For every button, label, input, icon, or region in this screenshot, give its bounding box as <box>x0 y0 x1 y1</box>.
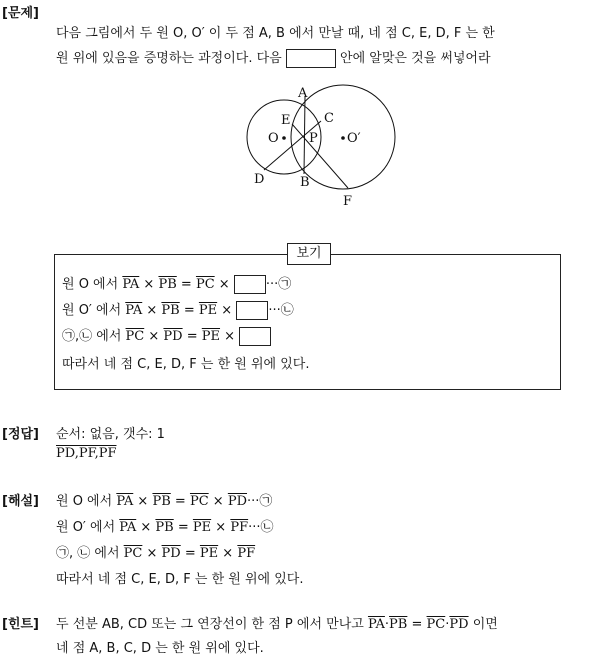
label-e: E <box>281 113 291 128</box>
hint-line-1-text: 두 선분 AB, CD 또는 그 연장선이 한 점 P 에서 만나고 <box>56 617 364 632</box>
seg-pc: $\overline{PC}$ <box>426 617 446 632</box>
equals-sign: = <box>184 546 196 561</box>
seg-pb: $\overline{PB}$ <box>389 617 408 632</box>
bogi-line-2 <box>62 299 294 320</box>
seg-pc: $\overline{PC}$ <box>123 546 143 561</box>
answer-value: PD,PF,PF <box>56 446 117 461</box>
seg-pa: $\overline{PA}$ <box>367 617 385 632</box>
answer-label: [정답] <box>2 427 39 442</box>
seg-pb: $\overline{PB}$ <box>155 520 174 535</box>
times-sign: × <box>140 520 152 535</box>
hint-line-2: 네 점 A, B, C, D 는 한 원 위에 있다. <box>56 641 264 656</box>
seg-pd: $\overline{PD}$ <box>163 329 183 344</box>
times-sign: × <box>222 546 234 561</box>
seg-pd: $\overline{PD}$ <box>161 546 181 561</box>
explanation-line-1-prefix: 원 O 에서 <box>56 494 113 509</box>
hint-line-1-tail: 이면 <box>472 617 498 632</box>
answer-line-1: 순서: 없음, 갯수: 1 <box>56 427 165 442</box>
seg-pe: $\overline{PE}$ <box>192 520 212 535</box>
problem-line-2 <box>56 47 491 68</box>
ellipsis: ··· <box>247 494 260 509</box>
hint-label: [힌트] <box>2 617 39 632</box>
seg-pd: $\overline{PD}$ <box>227 494 248 509</box>
label-a: A <box>298 86 308 101</box>
label-o-prime: O′ <box>347 131 361 146</box>
bogi-line-1 <box>62 273 291 294</box>
explanation-line-1 <box>56 490 272 509</box>
dot-sign: · <box>384 617 390 632</box>
mark-giyeok: ㉠ <box>278 277 292 292</box>
seg-pb: $\overline{PB}$ <box>161 303 180 318</box>
problem-line-1: 다음 그림에서 두 원 O, O′ 이 두 점 A, B 에서 만날 때, 네 점 C, E, D, F 는 한 <box>56 26 495 41</box>
seg-pc: $\overline{PC}$ <box>189 494 209 509</box>
seg-pa: $\overline{PA}$ <box>119 520 137 535</box>
times-sign: × <box>148 329 160 344</box>
seg-pe: $\overline{PE}$ <box>198 303 218 318</box>
times-sign: × <box>143 277 155 292</box>
center-o-prime-dot <box>341 136 345 140</box>
equals-sign: = <box>411 617 423 632</box>
seg-pb: $\overline{PB}$ <box>152 494 171 509</box>
answer-blank-example <box>286 49 336 68</box>
dot-sign: · <box>445 617 450 632</box>
label-b: B <box>300 175 310 190</box>
seg-pa: $\overline{PA}$ <box>116 494 134 509</box>
mark-giyeok: ㉠ <box>259 494 273 509</box>
seg-pf: $\overline{PF}$ <box>230 520 249 535</box>
label-d: D <box>254 172 265 187</box>
seg-pa: $\overline{PA}$ <box>125 303 143 318</box>
ellipsis: ··· <box>268 303 281 318</box>
problem-label: [문제] <box>2 6 39 21</box>
problem-line-2-tail: 안에 알맞은 것을 써넣어라 <box>340 51 491 66</box>
explanation-line-3-prefix: ㉠, ㉡ 에서 <box>56 546 120 561</box>
blank-3 <box>239 327 271 346</box>
mark-nieun: ㉡ <box>280 303 294 318</box>
ellipsis: ··· <box>248 520 261 535</box>
explanation-line-3 <box>56 542 255 561</box>
blank-2 <box>236 301 268 320</box>
seg-pd: $\overline{PD}$ <box>449 617 469 632</box>
equals-sign: = <box>180 277 192 292</box>
times-sign: × <box>215 520 227 535</box>
seg-pf: $\overline{PF}$ <box>237 546 256 561</box>
bogi-line-3 <box>62 325 271 346</box>
times-sign: × <box>221 303 233 318</box>
seg-pe: $\overline{PE}$ <box>199 546 219 561</box>
explanation-line-4: 따라서 네 점 C, E, D, F 는 한 원 위에 있다. <box>56 572 304 587</box>
label-p: P <box>309 131 318 146</box>
bogi-line-4: 따라서 네 점 C, E, D, F 는 한 원 위에 있다. <box>62 357 310 372</box>
geometry-figure <box>236 82 426 212</box>
problem-line-2-text: 원 위에 있음을 증명하는 과정이다. 다음 <box>56 51 282 66</box>
explanation-line-2 <box>56 516 274 535</box>
seg-pb: $\overline{PB}$ <box>158 277 177 292</box>
seg-pe: $\overline{PE}$ <box>201 329 221 344</box>
center-o-dot <box>282 136 286 140</box>
label-o: O <box>268 131 279 146</box>
equals-sign: = <box>177 520 189 535</box>
answer-line-2 <box>56 446 116 461</box>
times-sign: × <box>224 329 236 344</box>
bogi-line-2-prefix: 원 O′ 에서 <box>62 303 122 318</box>
bogi-line-1-prefix: 원 O 에서 <box>62 277 119 292</box>
times-sign: × <box>212 494 224 509</box>
seg-pc: $\overline{PC}$ <box>195 277 215 292</box>
seg-pc: $\overline{PC}$ <box>125 329 145 344</box>
equals-sign: = <box>186 329 198 344</box>
bogi-line-3-prefix: ㉠,㉡ 에서 <box>62 329 122 344</box>
ellipsis: ··· <box>265 277 279 292</box>
times-sign: × <box>146 303 158 318</box>
label-f: F <box>343 194 353 209</box>
hint-line-1 <box>56 613 498 632</box>
blank-1 <box>234 275 266 294</box>
equals-sign: = <box>174 494 186 509</box>
seg-pa: $\overline{PA}$ <box>122 277 140 292</box>
times-sign: × <box>146 546 158 561</box>
explanation-line-2-prefix: 원 O′ 에서 <box>56 520 116 535</box>
label-c: C <box>324 111 334 126</box>
equals-sign: = <box>183 303 195 318</box>
explanation-label: [해설] <box>2 494 39 509</box>
mark-nieun: ㉡ <box>260 520 274 535</box>
times-sign: × <box>137 494 149 509</box>
bogi-title: 보기 <box>287 243 331 265</box>
times-sign: × <box>218 277 230 292</box>
